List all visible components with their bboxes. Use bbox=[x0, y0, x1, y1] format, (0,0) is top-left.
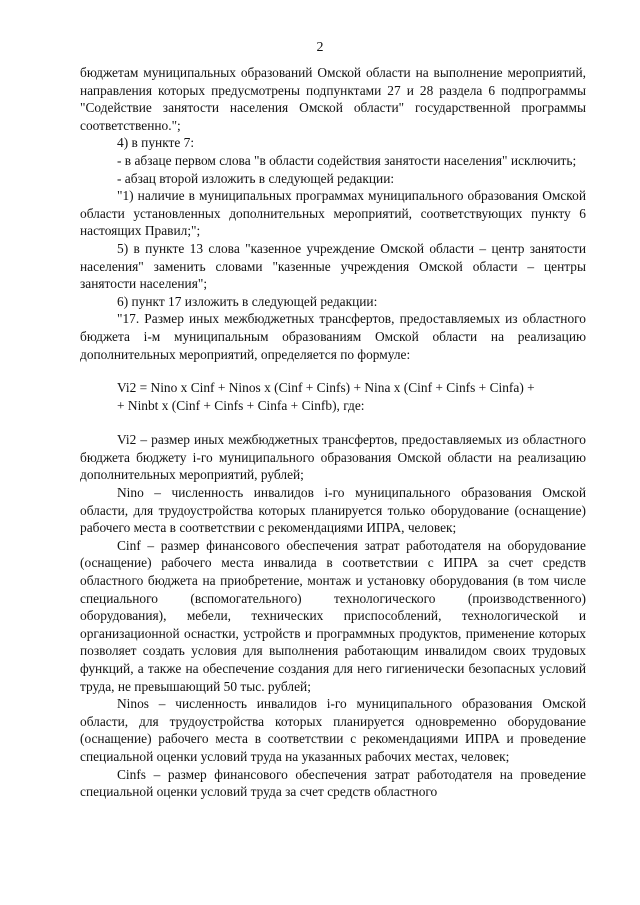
definition-ninos: Ninos – численность инвалидов i-го муниципального образования Омской области, для трудоустройства которых планируется одновременно оборудование (оснащение) рабочего места в соответствии с рекомендациями ИПРА и проведение специальной оценки условий труда на указанных рабочих местах, человек; bbox=[80, 696, 586, 764]
definition-cinf: Cinf – размер финансового обеспечения затрат работодателя на оборудование (оснащение) рабочего места инвалида в соответствии с ИПРА за счет средств областного бюджета на приобретение, монтаж и установку оборудования (в том числе специального (вспомогательного) технологического (производственного) оборудования), мебели, технических приспособлений, технологической и организационной оснастки, устройств и программных продуктов, применение которых позволяет создать условия для выполнения работающим инвалидом своих трудовых функций, а также на обеспечение создания для него гигиенически безопасных условий труда, не превышающий 50 тыс. рублей; bbox=[80, 537, 586, 694]
definition-vi2: Vi2 – размер иных межбюджетных трансфертов, предоставляемых из областного бюджета бюджету i-го муниципального образования Омской области на реализацию дополнительных мероприятий, рублей; bbox=[80, 432, 586, 483]
spacer bbox=[80, 414, 586, 431]
paragraph-item-4-first: - в абзаце первом слова "в области содействия занятости населения" исключить; bbox=[117, 152, 577, 168]
document-body bbox=[80, 64, 586, 801]
formula-line-1: Vi2 = Nino x Cinf + Ninos x (Cinf + Cinfs) + Nina x (Cinf + Cinfs + Cinfa) + bbox=[117, 380, 535, 396]
paragraph-item-4-second: - абзац второй изложить в следующей редакции: bbox=[117, 170, 395, 186]
paragraph-item-4: 4) в пункте 7: bbox=[117, 135, 195, 151]
definition-cinfs: Cinfs – размер финансового обеспечения затрат работодателя на проведение специальной оценки условий труда за счет средств областного bbox=[80, 766, 586, 800]
page-number: 2 bbox=[316, 40, 324, 55]
paragraph-item-5: 5) в пункте 13 слова "казенное учреждение Омской области – центр занятости населения" заменить словами "казенные учреждения Омской области – центры занятости населения"; bbox=[80, 240, 586, 292]
formula-line-2: + Ninbt x (Cinf + Cinfs + Cinfa + Cinfb), где: bbox=[117, 397, 365, 413]
spacer bbox=[80, 363, 586, 379]
paragraph-item-6: 6) пункт 17 изложить в следующей редакции: bbox=[117, 293, 378, 309]
paragraph-quoted-17: "17. Размер иных межбюджетных трансфертов, предоставляемых из областного бюджета i-м муниципальным образованиям Омской области на реализацию дополнительных мероприятий, определяется по формуле: bbox=[80, 311, 586, 362]
paragraph-quoted-1: "1) наличие в муниципальных программах муниципального образования Омской области установленных дополнительных мероприятий, соответствующих пункту 6 настоящих Правил;"; bbox=[80, 188, 586, 239]
definition-nino: Nino – численность инвалидов i-го муниципального образования Омской области, для трудоустройства которых планируется только оборудование (оснащение) рабочего места в соответствии с рекомендациями ИПРА, человек; bbox=[80, 485, 586, 536]
paragraph-continuation: бюджетам муниципальных образований Омской области на выполнение мероприятий, направления которых предусмотрены подпунктами 27 и 28 раздела 6 подпрограммы "Содействие занятости населения Омской области" государственной программы соответственно."; bbox=[80, 65, 586, 133]
